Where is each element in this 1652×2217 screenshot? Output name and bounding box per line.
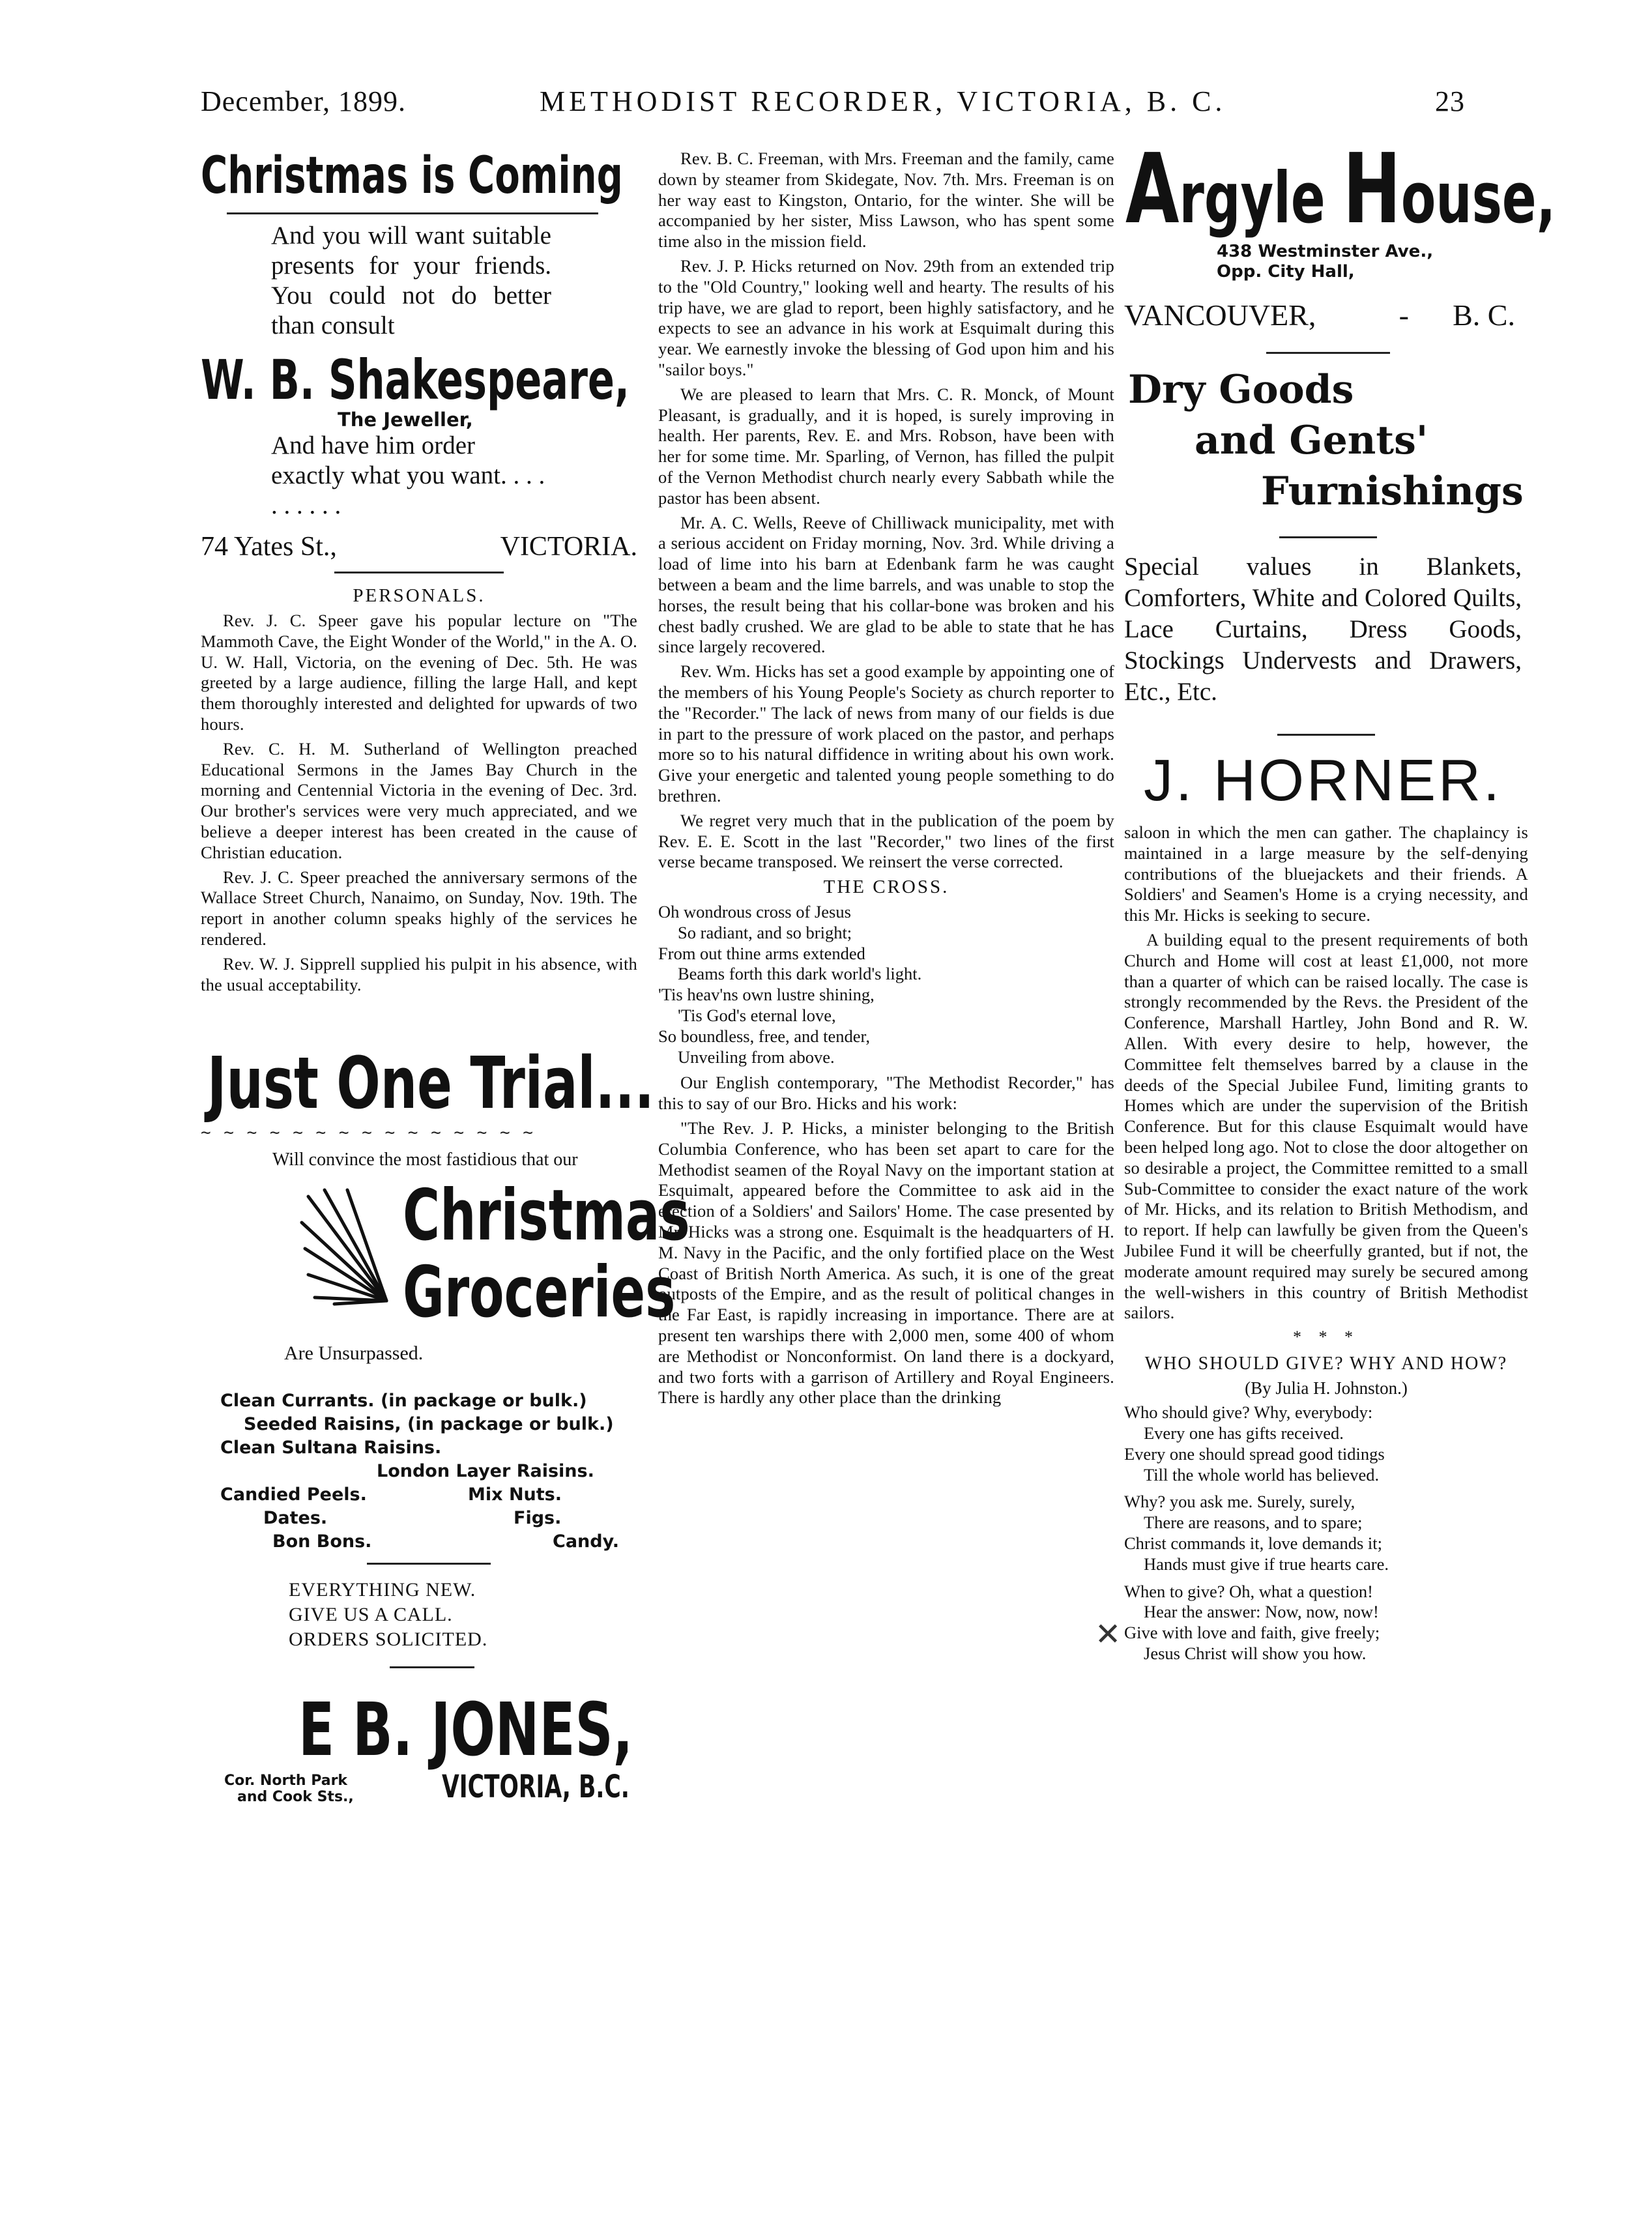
cta-line: ORDERS SOLICITED. xyxy=(289,1629,488,1651)
poem-line: Jesus Christ will show you how. xyxy=(1144,1643,1367,1663)
groceries-title-1: Christmas xyxy=(403,1175,690,1257)
poem xyxy=(1124,1402,1528,1664)
groceries-banner xyxy=(201,1175,690,1346)
jeweller-subtitle: The Jeweller, xyxy=(338,409,473,431)
poem-line: Every one should spread good tidings xyxy=(1124,1443,1385,1464)
ad-heading: Just One Trial... xyxy=(207,1041,654,1125)
goods-item: Candy. xyxy=(553,1531,619,1552)
news-paragraph: Rev. B. C. Freeman, with Mrs. Freeman and the family, came down by steamer from Skidegate, Nov. 7th. Mrs. Freeman is on her way east to Kingston, Ontario, for the winter. She will be accompanied by her sister, Miss Lawson, who has spent some time also in the mission field. xyxy=(658,149,1114,252)
poem-line: 'Tis God's eternal love, xyxy=(678,1006,836,1026)
news-paragraph: Rev. J. C. Speer gave his popular lecture on "The Mammoth Cave, the Eight Wonder of the World," in the A. O. U. W. Hall, Victoria, on the evening of Dec. 5th. He was greeted by a large audience, filling the large Hall, and kept them thoroughly interested and delighted for upwards of two hours. xyxy=(201,611,637,734)
poem-line: Beams forth this dark world's light. xyxy=(678,964,922,984)
street-corner: Cor. North Park and Cook Sts., xyxy=(224,1773,354,1806)
poem-title: WHO SHOULD GIVE? WHY AND HOW? xyxy=(1144,1354,1508,1374)
city-name: VICTORIA, B.C. xyxy=(442,1769,630,1806)
divider xyxy=(1266,352,1390,354)
news-paragraph: Rev. Wm. Hicks has set a good example by appointing one of the members of his Young People's Society as church reporter to the "Recorder." The lack of news from many of our fields is due in part to the pressure of work placed on the pastor, and perhaps more so to his natural diffidence in writing about his own work. Give your energetic and talented young people something to do brethren. xyxy=(658,661,1114,805)
divider xyxy=(367,1563,491,1565)
right-column xyxy=(1124,133,1556,1664)
news-paragraph: Mr. A. C. Wells, Reeve of Chilliwack municipality, met with a serious accident on Friday morning, Nov. 3rd. While driving a load of lime into his barn at Edenbank farm he was caught between a beam and the lime barrels, and was unable to stop the horses, the result being that his collar-bone was broken and his chest badly crushed. We are glad to be able to state that he has since largely recovered. xyxy=(658,512,1114,657)
news-paragraph: saloon in which the men can gather. The chaplaincy is maintained in a large measure by the self-denying contributions of the bluejackets and their friends. A Soldiers' and Seamen's Home is a crying necessity, and this Mr. Hicks is seeking to secure. xyxy=(1124,822,1528,925)
street-address: 74 Yates St., xyxy=(201,532,337,562)
poem-line: So radiant, and so bright; xyxy=(678,922,852,942)
goods-item: London Layer Raisins. xyxy=(377,1461,594,1482)
poem-line: Give with love and faith, give freely; xyxy=(1124,1623,1380,1643)
poem-line: From out thine arms extended xyxy=(658,943,865,963)
news-paragraph: "The Rev. J. P. Hicks, a minister belonging to the British Columbia Conference, who has been set apart to care for the Methodist seamen of the Royal Navy on the important station at Esquimalt, appeared before the Committee to ask aid in the erection of a Soldiers' and Sailors' Home. The case presented by Mr. Hicks was a strong one. Esquimalt is the headquarters of H. M. Navy in the Pacific, and the only fortified place on the West Coast of British North America. As such, it is one of the great outposts of the Empire, and as the result of political changes in the Far East, is rapidly increasing in importance. There are at present ten warships there with 2,000 men, some 400 of whom are Methodist or Nonconformist. On land there is a dockyard, and two forts with a garrison of Artillery and Royal Engineers. There is hardly any other place than the drinking xyxy=(658,1118,1114,1408)
divider xyxy=(227,212,598,214)
news-paragraph: A building equal to the present requirements of both Church and Home will cost at least £1,000, not more than a quarter of which can be raised locally. The case is strongly recommended by the Revs. the President of the Conference, Marshall Hartley, John Bond and R. W. Allen. With every desire to help, however, the Committee felt themselves barred by a clause in the deeds of the Special Jubilee Fund, limiting grants to Homes which are under the supervision of the British Conference. But for this clause Esquimalt would have been helped long ago. Not to close the door altogether on so desirable a project, the Committee remitted to a small Sub-Committee to consider the exact nature of the work of Mr. Hicks, and its relation to British Methodism, and to report. If help can lawfully be given from the Queen's Jubilee Fund it will be cheerfully granted, but if not, the moderate amount required may surely be secured among the well-wishers in this country of British Methodist sailors. xyxy=(1124,929,1528,1323)
divider xyxy=(334,572,504,573)
news-paragraph: We regret very much that in the publication of the poem by Rev. E. E. Scott in the last "Recorder," two lines of the first verse became transposed. We reinsert the verse corrected. xyxy=(658,810,1114,872)
store-name: Argyle House, xyxy=(1125,133,1556,245)
news-paragraph: Our English contemporary, "The Methodist Recorder," has this to say of our Bro. Hicks and his work: xyxy=(658,1073,1114,1114)
goods-item: Bon Bons. xyxy=(272,1531,372,1552)
goods-item: Candied Peels. xyxy=(220,1485,367,1505)
goods-item: Dates. xyxy=(263,1508,328,1529)
ad-copy: Will convince the most fastidious that our xyxy=(272,1150,578,1170)
poem-line: Who should give? Why, everybody: xyxy=(1124,1402,1373,1423)
divider xyxy=(1279,536,1377,538)
ad-heading: Christmas is Coming xyxy=(201,147,623,205)
middle-column xyxy=(658,149,1114,1412)
wheat-sheaf-icon xyxy=(295,1183,393,1307)
store-city: VANCOUVER, - B. C. xyxy=(1124,298,1515,332)
poem-line: 'Tis heav'ns own lustre shining, xyxy=(658,985,875,1005)
news-paragraph: Rev. C. H. M. Sutherland of Wellington preached Educational Sermons in the James Bay Church in the morning and Centennial Victoria in the evening of Dec. 3rd. Our brother's services were very much appreciated, and we believe a deeper interest has been created in the cause of Christian education. xyxy=(201,738,637,862)
ad-copy: And you will want suitable presents for your friends. You could not do better than consult xyxy=(271,222,551,340)
page-number: 23 xyxy=(1435,85,1465,117)
ad-tagline: Are Unsurpassed. xyxy=(284,1342,424,1365)
poem-line: There are reasons, and to spare; xyxy=(1144,1513,1363,1533)
cta-line: GIVE US A CALL. xyxy=(289,1604,453,1626)
cta-line: EVERYTHING NEW. xyxy=(289,1579,476,1601)
poem-line: Every one has gifts received. xyxy=(1144,1423,1344,1443)
grocer-address xyxy=(201,1769,637,1818)
argyle-house-advertisement xyxy=(1124,133,1556,815)
issue-date: December, 1899. xyxy=(201,85,407,117)
news-paragraph: Rev. W. J. Sipprell supplied his pulpit in his absence, with the usual acceptability. xyxy=(201,953,637,994)
ad-copy: Special values in Blankets, Comforters, White and Colored Quilts, Lace Curtains, Dress Goods, Stockings Undervests and Drawers, Etc., Etc. xyxy=(1124,553,1522,706)
news-paragraph: We are pleased to learn that Mrs. C. R. Monck, of Mount Pleasant, is gradually, and it is hoped, is surely improving in health. Her parents, Rev. E. and Mrs. Robson, have been with her for some time. Mr. Sparling, of Vernon, has filled the pulpit of the Vernon Methodist church nearly every Sabbath while the pastor has been absent. xyxy=(658,384,1114,508)
poem-byline: (By Julia H. Johnston.) xyxy=(1245,1378,1408,1398)
goods-item: Seeded Raisins, (in package or bulk.) xyxy=(244,1414,614,1435)
goods-item: Clean Currants. (in package or bulk.) xyxy=(220,1391,587,1412)
section-break: * * * xyxy=(1293,1327,1359,1347)
poem-title: THE CROSS. xyxy=(823,877,949,898)
poem-line: Unveiling from above. xyxy=(678,1047,835,1067)
running-head xyxy=(201,85,1465,124)
poem-line: Hear the answer: Now, now, now! xyxy=(1144,1602,1379,1622)
poem xyxy=(658,902,1114,1067)
ad-address xyxy=(201,531,637,562)
store-department: Dry Goods and Gents' Furnishings xyxy=(1128,367,1524,514)
poem-line: Till the whole world has believed. xyxy=(1144,1464,1380,1485)
store-address: 438 Westminster Ave., Opp. City Hall, xyxy=(1217,242,1434,282)
poem-line: When to give? Oh, what a question! xyxy=(1124,1581,1373,1601)
city-name: VICTORIA. xyxy=(500,532,637,562)
poem-line: Christ commands it, love demands it; xyxy=(1124,1533,1382,1553)
section-title: PERSONALS. xyxy=(353,585,485,606)
poem-line: Hands must give if true hearts care. xyxy=(1144,1554,1389,1574)
news-paragraph: Rev. J. P. Hicks returned on Nov. 29th from an extended trip to the "Old Country," looking well and hearty. The results of his trip have, we are glad to report, been highly satisfactory, and he expects to see an advance in his work at Esquimalt during this year. We earnestly invoke the blessing of God upon him and his "sailor boys." xyxy=(658,255,1114,379)
poem-line: So boundless, free, and tender, xyxy=(658,1026,870,1046)
ornamental-rule: ~ ~ ~ ~ ~ ~ ~ ~ ~ ~ ~ ~ ~ ~ ~ xyxy=(201,1123,534,1143)
poem-line: Why? you ask me. Surely, surely, xyxy=(1124,1492,1355,1512)
goods-list xyxy=(201,1391,637,1560)
jeweller-name: W. B. Shakespeare, xyxy=(201,348,630,412)
ad-copy-2: And have him order exactly what you want. . . . . . . . . . xyxy=(271,431,545,519)
divider xyxy=(390,1666,474,1668)
poem-line: Oh wondrous cross of Jesus xyxy=(658,902,851,922)
personals-section xyxy=(201,585,637,995)
news-paragraph: Rev. J. C. Speer preached the anniversary sermons of the Wallace Street Church, Nanaimo, on Sunday, Nov. 19th. The report in another column speaks highly of the services he rendered. xyxy=(201,867,637,949)
goods-item: Figs. xyxy=(514,1508,562,1529)
divider xyxy=(1277,734,1375,736)
ad-call-to-action xyxy=(289,1578,637,1652)
goods-item: Clean Sultana Raisins. xyxy=(220,1438,442,1458)
goods-item: Mix Nuts. xyxy=(468,1485,562,1505)
jones-advertisement xyxy=(201,1041,690,1818)
publication-title: METHODIST RECORDER, VICTORIA, B. C. xyxy=(540,85,1226,117)
left-column xyxy=(201,143,690,1818)
groceries-title-2: Groceries xyxy=(403,1252,676,1334)
handwritten-mark: ✕ xyxy=(1095,1616,1122,1653)
grocer-name: E B. JONES, xyxy=(298,1688,633,1773)
shakespeare-advertisement xyxy=(201,143,637,562)
proprietor-name: J. HORNER. xyxy=(1143,748,1503,813)
